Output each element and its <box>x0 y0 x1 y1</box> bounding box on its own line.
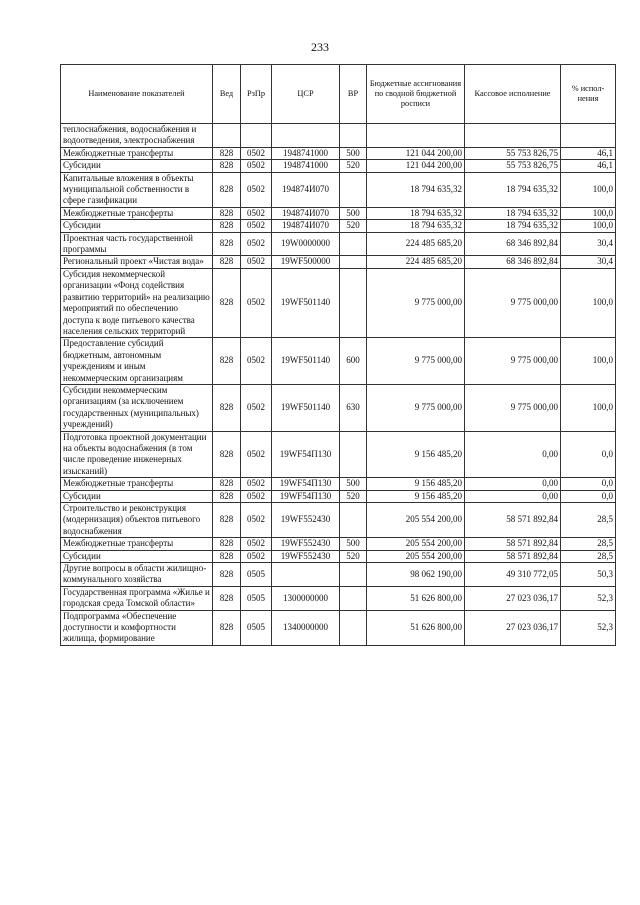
row-rzpr: 0502 <box>241 550 272 562</box>
row-cash-execution: 58 571 892,84 <box>465 550 561 562</box>
header-rzpr: РзПр <box>241 65 272 124</box>
row-name: Межбюджетные трансферты <box>61 478 213 490</box>
row-cash-execution: 68 346 892,84 <box>465 256 561 268</box>
row-vr: 520 <box>340 550 367 562</box>
row-assignments: 121 044 200,00 <box>367 147 465 159</box>
row-assignments: 9 156 485,20 <box>367 431 465 478</box>
table-row <box>61 172 616 207</box>
row-name: Межбюджетные трансферты <box>61 147 213 159</box>
row-assignments: 205 554 200,00 <box>367 538 465 550</box>
row-assignments: 9 775 000,00 <box>367 338 465 385</box>
row-name: Другие вопросы в области жилищно-коммунального хозяйства <box>61 563 213 587</box>
row-cash-execution: 9 775 000,00 <box>465 268 561 337</box>
row-rzpr: 0502 <box>241 384 272 431</box>
row-csr: 194874И070 <box>272 207 340 219</box>
row-ved <box>213 124 241 148</box>
row-percent: 100,0 <box>561 172 616 207</box>
row-ved: 828 <box>213 490 241 502</box>
row-cash-execution: 49 310 772,05 <box>465 563 561 587</box>
row-ved: 828 <box>213 256 241 268</box>
row-name: Проектная часть государственной программы <box>61 232 213 256</box>
row-vr: 520 <box>340 160 367 172</box>
page-number: 233 <box>311 40 329 54</box>
row-ved: 828 <box>213 563 241 587</box>
table-row <box>61 538 616 550</box>
row-vr: 600 <box>340 338 367 385</box>
row-csr: 19WF54П130 <box>272 490 340 502</box>
row-assignments: 9 775 000,00 <box>367 268 465 337</box>
table-row <box>61 431 616 478</box>
row-percent: 46,1 <box>561 160 616 172</box>
row-assignments: 121 044 200,00 <box>367 160 465 172</box>
row-assignments: 224 485 685,20 <box>367 256 465 268</box>
row-percent: 0,0 <box>561 490 616 502</box>
row-rzpr: 0505 <box>241 610 272 645</box>
row-csr: 19WF501140 <box>272 268 340 337</box>
row-cash-execution: 9 775 000,00 <box>465 384 561 431</box>
row-ved: 828 <box>213 478 241 490</box>
row-rzpr: 0502 <box>241 232 272 256</box>
row-name: Предоставление субсидий бюджетным, автономным учреждениям и иным некоммерческим организациям <box>61 338 213 385</box>
row-cash-execution: 18 794 635,32 <box>465 207 561 219</box>
row-rzpr: 0502 <box>241 490 272 502</box>
row-percent: 0,0 <box>561 478 616 490</box>
row-csr: 1300000000 <box>272 586 340 610</box>
header-name: Наименование показателей <box>61 65 213 124</box>
row-percent <box>561 124 616 148</box>
row-percent: 52,3 <box>561 586 616 610</box>
row-name: Межбюджетные трансферты <box>61 207 213 219</box>
table-row <box>61 503 616 538</box>
row-ved: 828 <box>213 207 241 219</box>
row-name: Государственная программа «Жилье и городская среда Томской области» <box>61 586 213 610</box>
row-vr <box>340 586 367 610</box>
row-name: Подпрограмма «Обеспечение доступности и комфортности жилища, формирование <box>61 610 213 645</box>
row-vr: 520 <box>340 490 367 502</box>
row-vr: 520 <box>340 220 367 232</box>
row-name: Межбюджетные трансферты <box>61 538 213 550</box>
row-vr: 500 <box>340 207 367 219</box>
row-assignments: 205 554 200,00 <box>367 550 465 562</box>
row-csr: 19WF552430 <box>272 503 340 538</box>
row-csr: 194874И070 <box>272 220 340 232</box>
table-row <box>61 232 616 256</box>
row-vr <box>340 431 367 478</box>
row-vr <box>340 563 367 587</box>
row-ved: 828 <box>213 586 241 610</box>
budget-table <box>60 64 616 646</box>
row-cash-execution <box>465 124 561 148</box>
header-vr: ВР <box>340 65 367 124</box>
row-name: Субсидии <box>61 160 213 172</box>
row-csr: 19W0000000 <box>272 232 340 256</box>
row-name: теплоснабжения, водоснабжения и водоотведения, электроснабжения <box>61 124 213 148</box>
row-name: Подготовка проектной документации на объекты водоснабжения (в том числе проведение инженерных изысканий) <box>61 431 213 478</box>
row-vr <box>340 232 367 256</box>
row-assignments: 98 062 190,00 <box>367 563 465 587</box>
header-row <box>61 65 616 124</box>
row-percent: 100,0 <box>561 220 616 232</box>
row-percent: 30,4 <box>561 232 616 256</box>
row-csr: 194874И070 <box>272 172 340 207</box>
table-row <box>61 550 616 562</box>
row-assignments: 205 554 200,00 <box>367 503 465 538</box>
row-percent: 52,3 <box>561 610 616 645</box>
row-name: Субсидии <box>61 550 213 562</box>
row-name: Субсидии <box>61 490 213 502</box>
row-rzpr: 0502 <box>241 147 272 159</box>
table-row <box>61 268 616 337</box>
row-ved: 828 <box>213 160 241 172</box>
row-csr <box>272 124 340 148</box>
row-percent: 0,0 <box>561 431 616 478</box>
row-cash-execution: 68 346 892,84 <box>465 232 561 256</box>
row-ved: 828 <box>213 172 241 207</box>
table-row <box>61 147 616 159</box>
row-rzpr: 0505 <box>241 563 272 587</box>
row-name: Субсидии некоммерческим организациям (за исключением государственных (муниципальных) учреждений) <box>61 384 213 431</box>
row-percent: 100,0 <box>561 207 616 219</box>
row-rzpr <box>241 124 272 148</box>
row-csr: 19WF501140 <box>272 384 340 431</box>
row-name: Капитальные вложения в объекты муниципальной собственности в сфере газификации <box>61 172 213 207</box>
row-percent: 100,0 <box>561 268 616 337</box>
row-ved: 828 <box>213 550 241 562</box>
row-cash-execution: 58 571 892,84 <box>465 503 561 538</box>
row-ved: 828 <box>213 431 241 478</box>
row-csr: 19WF54П130 <box>272 478 340 490</box>
table-row <box>61 563 616 587</box>
row-cash-execution: 27 023 036,17 <box>465 586 561 610</box>
row-vr: 500 <box>340 478 367 490</box>
row-csr: 19WF552430 <box>272 538 340 550</box>
row-cash-execution: 27 023 036,17 <box>465 610 561 645</box>
row-vr <box>340 503 367 538</box>
table-row <box>61 478 616 490</box>
table-row <box>61 160 616 172</box>
row-vr <box>340 268 367 337</box>
row-assignments: 18 794 635,32 <box>367 220 465 232</box>
row-rzpr: 0502 <box>241 503 272 538</box>
row-rzpr: 0502 <box>241 160 272 172</box>
row-name: Субсидия некоммерческой организации «Фонд содействия развитию территорий» на реализацию мероприятий по обеспечению доступа к воде питьевого качества населения сельских территорий <box>61 268 213 337</box>
row-csr: 19WF501140 <box>272 338 340 385</box>
row-assignments: 18 794 635,32 <box>367 172 465 207</box>
table-row <box>61 586 616 610</box>
row-name: Строительство и реконструкция (модернизация) объектов питьевого водоснабжения <box>61 503 213 538</box>
row-percent: 28,5 <box>561 550 616 562</box>
row-rzpr: 0502 <box>241 268 272 337</box>
table-row <box>61 220 616 232</box>
row-percent: 28,5 <box>561 503 616 538</box>
row-percent: 28,5 <box>561 538 616 550</box>
row-vr: 500 <box>340 147 367 159</box>
row-percent: 30,4 <box>561 256 616 268</box>
row-assignments: 9 775 000,00 <box>367 384 465 431</box>
row-cash-execution: 18 794 635,32 <box>465 172 561 207</box>
header-cash-execution: Кассовое исполнение <box>465 65 561 124</box>
row-assignments: 224 485 685,20 <box>367 232 465 256</box>
row-rzpr: 0502 <box>241 431 272 478</box>
table-row <box>61 384 616 431</box>
row-rzpr: 0502 <box>241 256 272 268</box>
row-percent: 100,0 <box>561 384 616 431</box>
row-rzpr: 0502 <box>241 478 272 490</box>
row-ved: 828 <box>213 268 241 337</box>
header-csr: ЦСР <box>272 65 340 124</box>
row-cash-execution: 55 753 826,75 <box>465 160 561 172</box>
row-csr: 1948741000 <box>272 160 340 172</box>
row-assignments: 51 626 800,00 <box>367 610 465 645</box>
row-cash-execution: 0,00 <box>465 431 561 478</box>
row-ved: 828 <box>213 538 241 550</box>
row-csr: 1948741000 <box>272 147 340 159</box>
table-row <box>61 207 616 219</box>
row-rzpr: 0505 <box>241 586 272 610</box>
row-ved: 828 <box>213 147 241 159</box>
row-ved: 828 <box>213 384 241 431</box>
header-ved: Вед <box>213 65 241 124</box>
row-vr <box>340 610 367 645</box>
row-vr <box>340 256 367 268</box>
row-ved: 828 <box>213 610 241 645</box>
table-row <box>61 610 616 645</box>
row-name: Субсидии <box>61 220 213 232</box>
row-ved: 828 <box>213 220 241 232</box>
row-cash-execution: 0,00 <box>465 478 561 490</box>
row-csr: 19WF552430 <box>272 550 340 562</box>
row-assignments <box>367 124 465 148</box>
row-rzpr: 0502 <box>241 172 272 207</box>
row-percent: 50,3 <box>561 563 616 587</box>
row-percent: 100,0 <box>561 338 616 385</box>
row-percent: 46,1 <box>561 147 616 159</box>
row-rzpr: 0502 <box>241 338 272 385</box>
row-rzpr: 0502 <box>241 207 272 219</box>
table-row <box>61 124 616 148</box>
row-vr: 630 <box>340 384 367 431</box>
row-cash-execution: 18 794 635,32 <box>465 220 561 232</box>
row-csr <box>272 563 340 587</box>
row-rzpr: 0502 <box>241 220 272 232</box>
row-assignments: 9 156 485,20 <box>367 478 465 490</box>
row-cash-execution: 58 571 892,84 <box>465 538 561 550</box>
table-row <box>61 490 616 502</box>
row-name: Региональный проект «Чистая вода» <box>61 256 213 268</box>
row-cash-execution: 9 775 000,00 <box>465 338 561 385</box>
row-csr: 19WF500000 <box>272 256 340 268</box>
header-assignments: Бюджетные ассигнования по сводной бюджетной росписи <box>367 65 465 124</box>
row-cash-execution: 0,00 <box>465 490 561 502</box>
row-csr: 19WF54П130 <box>272 431 340 478</box>
row-ved: 828 <box>213 232 241 256</box>
row-assignments: 51 626 800,00 <box>367 586 465 610</box>
table-row <box>61 338 616 385</box>
header-percent: % испол-нения <box>561 65 616 124</box>
table-row <box>61 256 616 268</box>
row-ved: 828 <box>213 503 241 538</box>
row-cash-execution: 55 753 826,75 <box>465 147 561 159</box>
row-ved: 828 <box>213 338 241 385</box>
row-vr <box>340 124 367 148</box>
row-vr: 500 <box>340 538 367 550</box>
row-rzpr: 0502 <box>241 538 272 550</box>
row-csr: 1340000000 <box>272 610 340 645</box>
row-assignments: 9 156 485,20 <box>367 490 465 502</box>
row-vr <box>340 172 367 207</box>
row-assignments: 18 794 635,32 <box>367 207 465 219</box>
